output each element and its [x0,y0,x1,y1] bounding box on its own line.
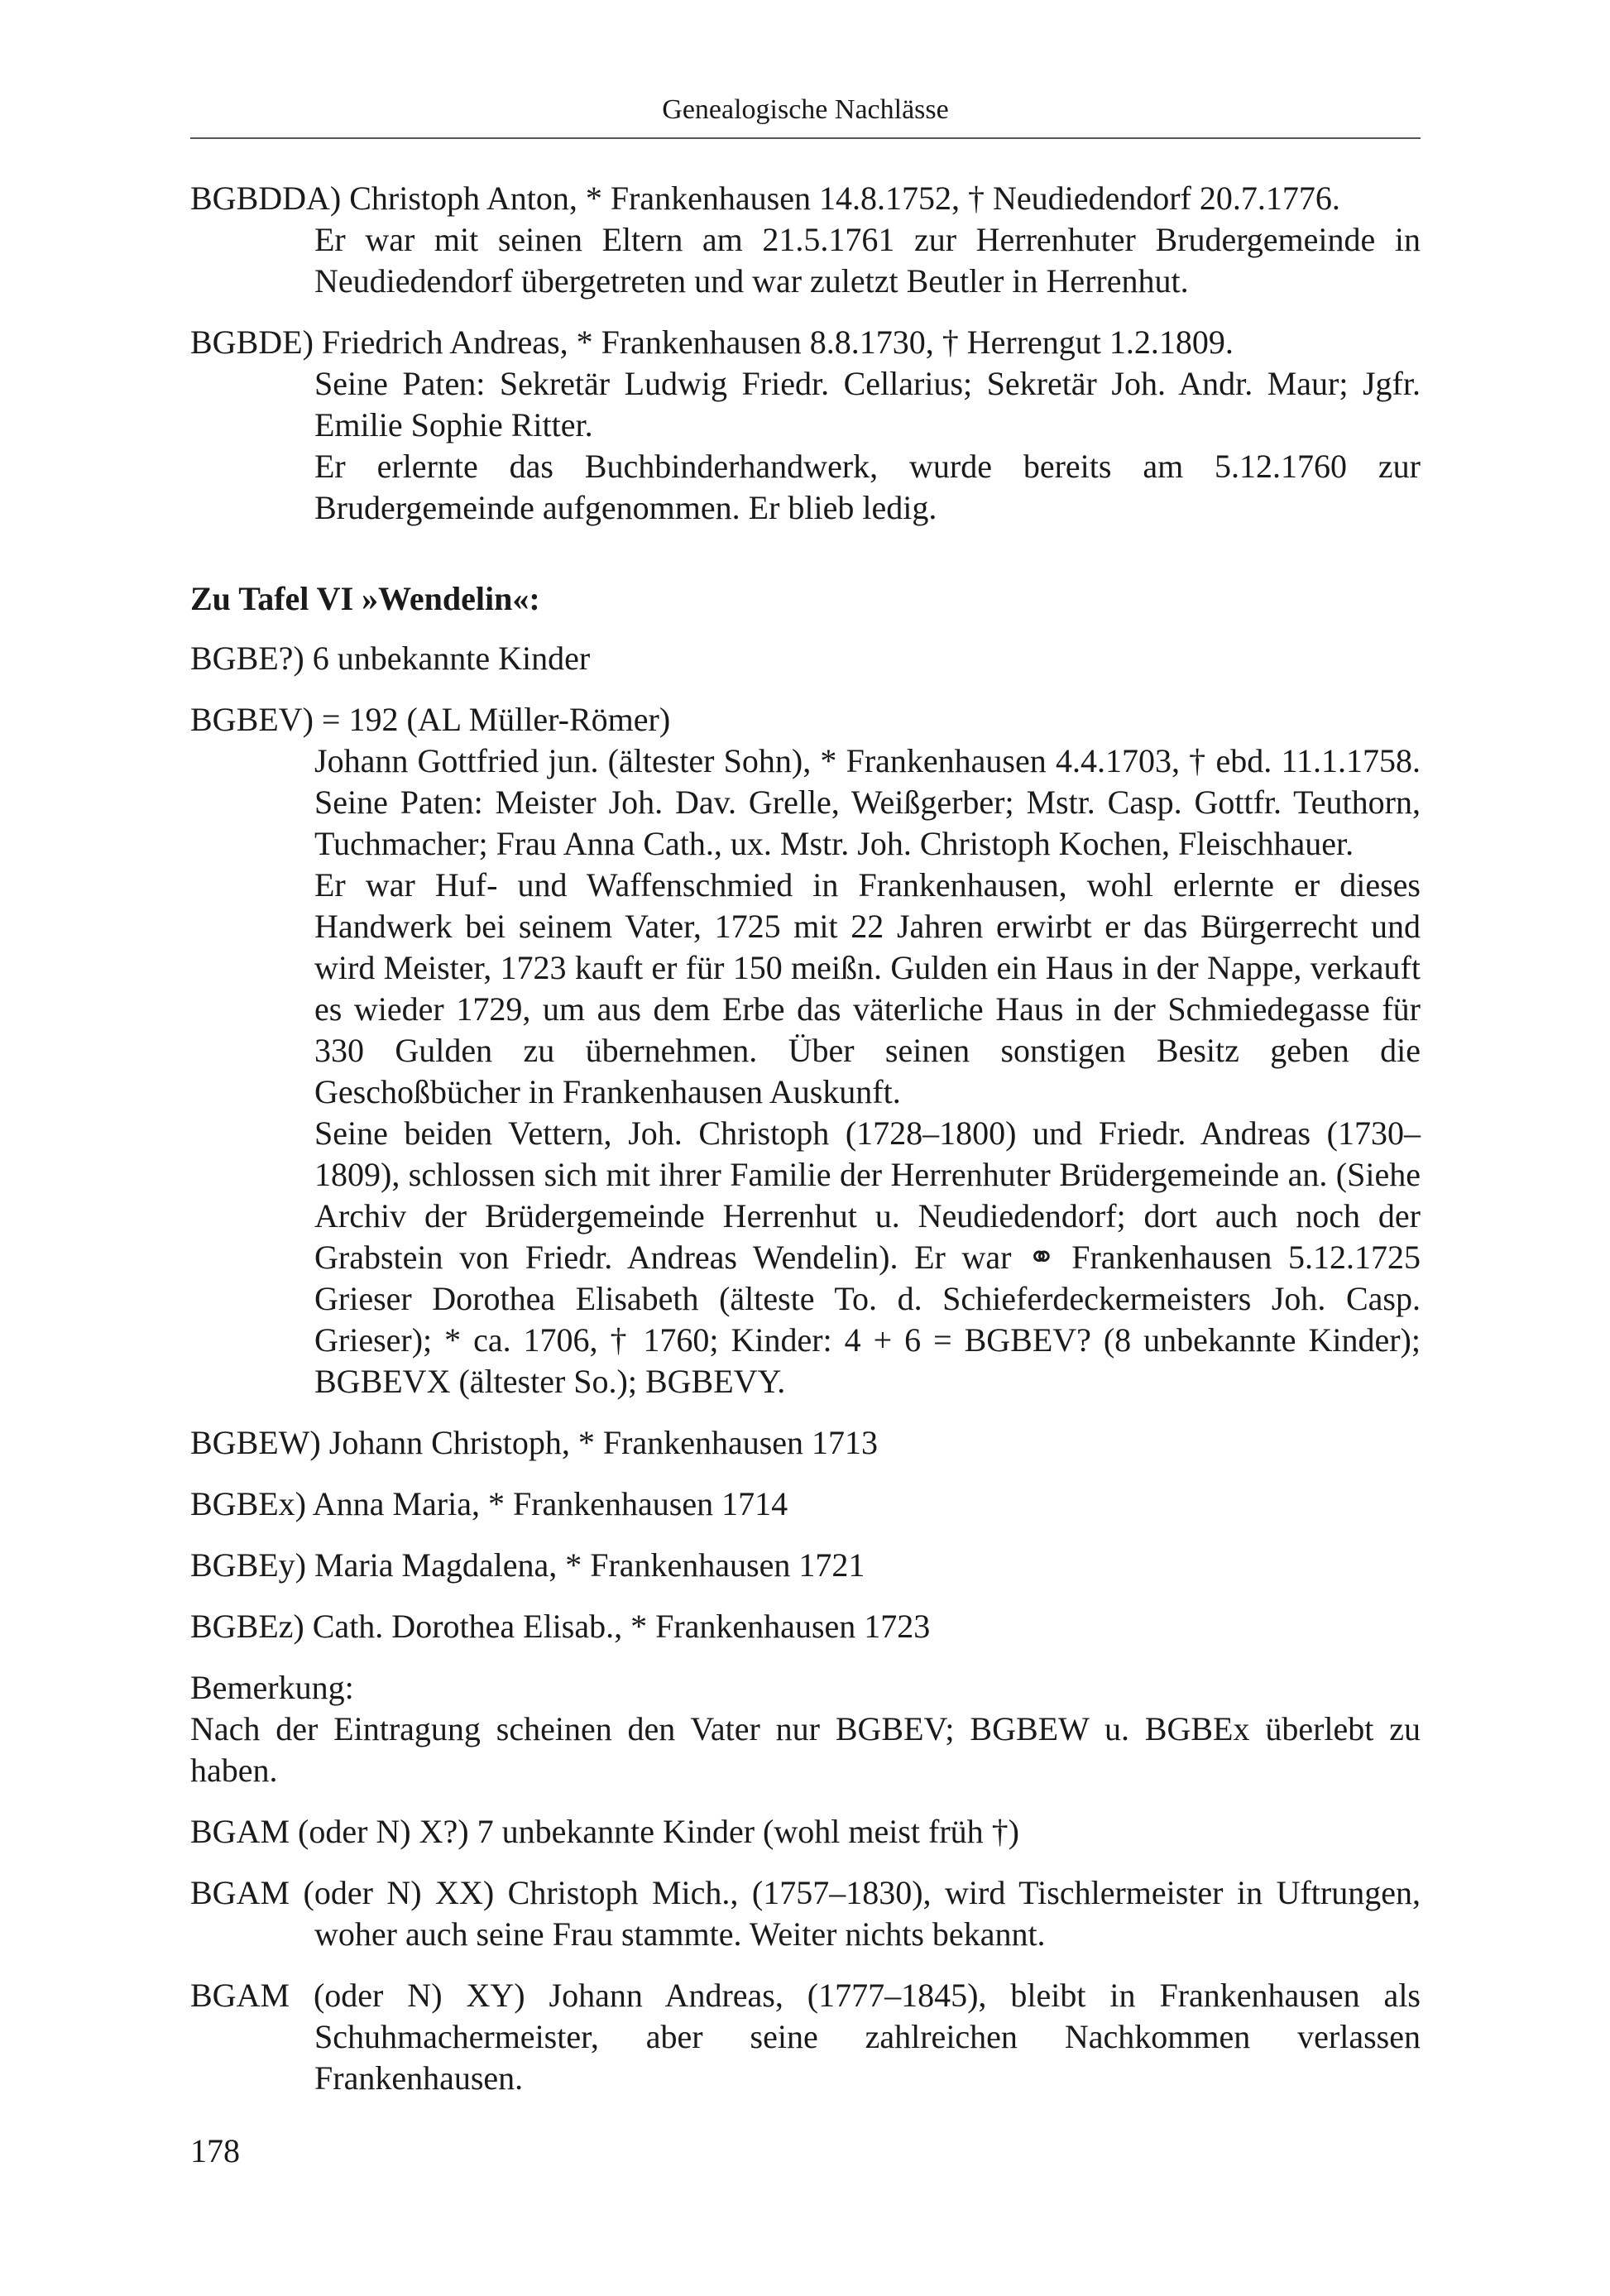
entry-bgbde [190,322,1421,529]
page-body [190,178,1421,2119]
entry-text: Er erlernte das Buchbinderhandwerk, wurde bereits am 5.12.1760 zur Brudergemeinde aufgenommen. Er blieb ledig. [314,448,1421,526]
entry-text: Johann Gottfried jun. (ältester Sohn), * Frankenhausen 4.4.1703, † ebd. 11.1.1758. Seine Paten: Meister Joh. Dav. Grelle, Weißgerber; Mstr. Casp. Gottfr. Teuthorn, Tuchmacher; Frau Anna Cath., ux. Mstr. Joh. Christoph Kochen, Fleischhauer. [314,742,1421,862]
page-number: 178 [190,2132,240,2169]
entry-heading: BGBEV) = 192 (AL Müller-Römer) [190,701,671,738]
entry-text: BGAM (oder N) XX) Christoph Mich., (1757–1830), wird Tischlermeister in Uftrungen, woher auch seine Frau stammte. Weiter nichts bekannt. [190,1874,1421,1953]
header-rule [190,137,1421,139]
entry-bgbew [190,1422,1421,1464]
entry-bgam-xx [190,1872,1421,1955]
entry-text: Er war mit seinen Eltern am 21.5.1761 zur Herrenhuter Brudergemeinde in Neudiedendorf übergetreten und war zuletzt Beutler in Herrenhut. [314,221,1421,300]
entry-heading: BGBEx) Anna Maria, * Frankenhausen 1714 [190,1485,788,1522]
remark-text: Nach der Eintragung scheinen den Vater nur BGBEV; BGBEW u. BGBEx überlebt zu haben. [190,1710,1421,1789]
entry-bgbdda [190,178,1421,302]
entry-text: Seine beiden Vettern, Joh. Christoph (1728–1800) und Friedr. Andreas (1730–1809), schlossen sich mit ihrer Familie der Herrenhuter Brüdergemeinde an. (Siehe Archiv der Brüdergemeinde Herrenhut u. Neudiedendorf; dort auch noch der Grabstein von Friedr. Andreas Wendelin). Er war ⚭ Frankenhausen 5.12.1725 Grieser Dorothea Elisabeth (älteste To. d. Schieferdeckermeisters Joh. Casp. Grieser); * ca. 1706, † 1760; Kinder: 4 + 6 = BGBEV? (8 unbekannte Kinder); BGBEVX (ältester So.); BGBEVY. [314,1114,1421,1400]
entry-text: Seine Paten: Sekretär Ludwig Friedr. Cellarius; Sekretär Joh. Andr. Maur; Jgfr. Emilie Sophie Ritter. [314,365,1421,443]
entry-bgam-x [190,1811,1421,1853]
entry-text: Er war Huf- und Waffenschmied in Frankenhausen, wohl erlernte er dieses Handwerk bei seinem Vater, 1725 mit 22 Jahren erwirbt er das Bürgerrecht und wird Meister, 1723 kauft er für 150 meißn. Gulden ein Haus in der Nappe, verkauft es wieder 1729, um aus dem Erbe das väterliche Haus in der Schmiedegasse für 330 Gulden zu übernehmen. Über seinen sonstigen Besitz geben die Geschoßbücher in Frankenhausen Auskunft. [314,866,1421,1110]
entry-text: BGAM (oder N) X?) 7 unbekannte Kinder (wohl meist früh †) [190,1813,1019,1850]
entry-text: BGAM (oder N) XY) Johann Andreas, (1777–1845), bleibt in Frankenhausen als Schuhmachermeister, aber seine zahlreichen Nachkommen verlassen Frankenhausen. [190,1977,1421,2097]
remark-label: Bemerkung: [190,1669,354,1706]
entry-heading: BGBEy) Maria Magdalena, * Frankenhausen 1721 [190,1546,865,1584]
entry-bgbev [190,699,1421,1402]
running-head: Genealogische Nachlässe [662,94,949,125]
entry-bgbey [190,1545,1421,1586]
entry-bgbez [190,1606,1421,1647]
entry-bgam-xy [190,1975,1421,2099]
entry-heading: BGBEz) Cath. Dorothea Elisab., * Frankenhausen 1723 [190,1608,931,1645]
entry-heading: BGBE?) 6 unbekannte Kinder [190,640,591,677]
entry-bgbex [190,1484,1421,1525]
entry-heading: BGBEW) Johann Christoph, * Frankenhausen 1713 [190,1424,879,1461]
entry-heading: BGBDDA) Christoph Anton, * Frankenhausen 14.8.1752, † Neudiedendorf 20.7.1776. [190,180,1340,217]
section-heading: Zu Tafel VI »Wendelin«: [190,580,540,617]
entry-heading: BGBDE) Friedrich Andreas, * Frankenhausen 8.8.1730, † Herrengut 1.2.1809. [190,324,1234,361]
remark [190,1667,1421,1791]
entry-bgbe [190,638,1421,679]
